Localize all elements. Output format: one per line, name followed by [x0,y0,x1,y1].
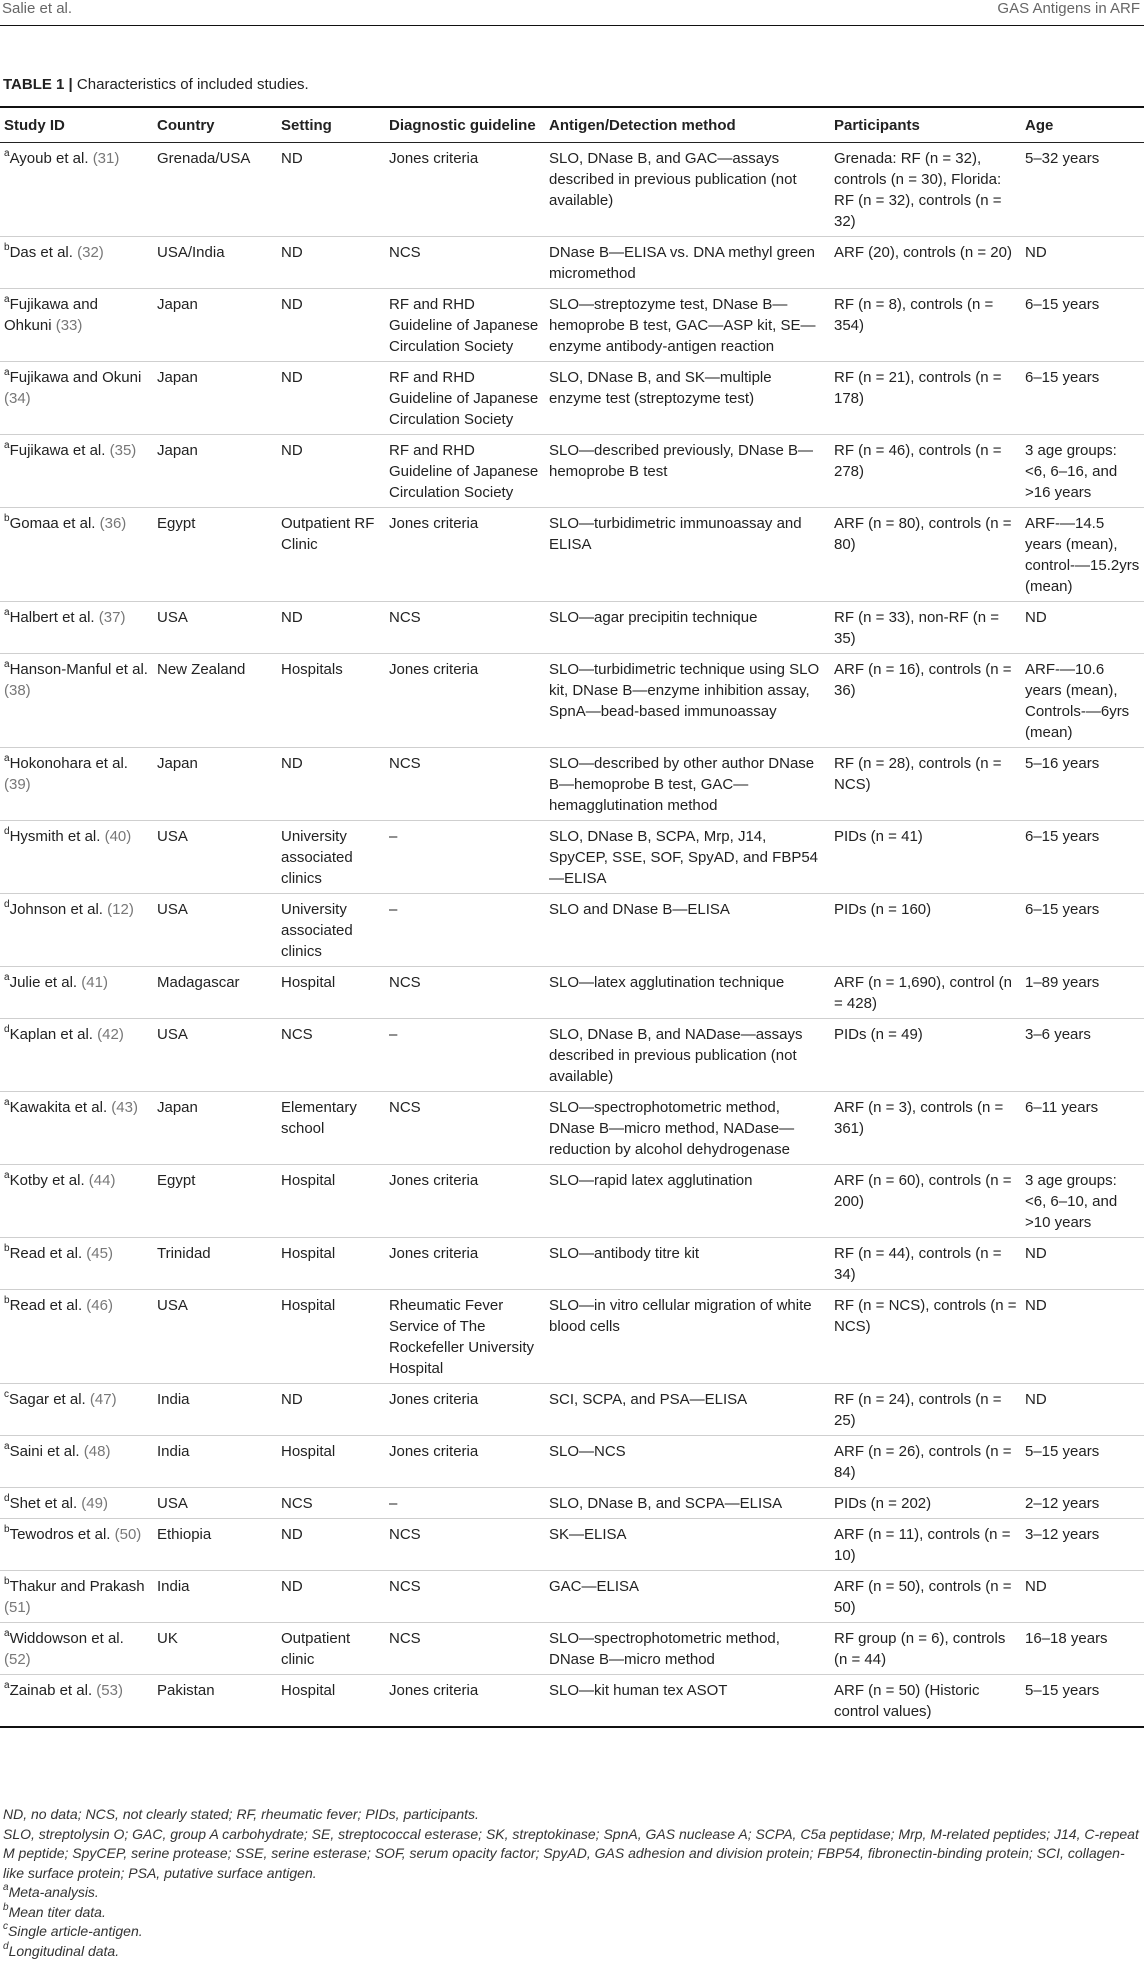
table-row [0,1384,1144,1436]
cell-age: ND [1021,1384,1144,1436]
cell-age: 3–6 years [1021,1019,1144,1092]
col-header-setting: Setting [277,108,385,143]
cell-age: ND [1021,602,1144,654]
cell-country: India [153,1571,277,1623]
cell-age: ND [1021,1238,1144,1290]
cell-guideline: Rheumatic Fever Service of The Rockefeller University Hospital [385,1290,545,1384]
cell-setting: ND [277,237,385,289]
cell-study-id [0,821,153,894]
footnote-d: $^d$Longitudinal data. [3,1940,120,1959]
table-row [0,821,1144,894]
cell-setting: ND [277,1384,385,1436]
cell-guideline: RF and RHD Guideline of Japanese Circulation Society [385,435,545,508]
cell-country: UK [153,1623,277,1675]
study-name: Das et al. [9,244,73,261]
cell-study-id [0,1238,153,1290]
cell-age: ND [1021,237,1144,289]
reference-link[interactable]: (49) [81,1495,108,1512]
cell-participants: RF (n = 24), controls (n = 25) [830,1384,1021,1436]
footnote-mark: a [4,1441,10,1452]
cell-guideline: NCS [385,1571,545,1623]
cell-participants: ARF (n = 50) (Historic control values) [830,1675,1021,1728]
cell-setting: ND [277,289,385,362]
cell-country: USA [153,821,277,894]
cell-age: 6–15 years [1021,894,1144,967]
cell-country: Japan [153,289,277,362]
cell-study-id [0,1519,153,1571]
cell-study-id [0,602,153,654]
cell-age: 3 age groups: <6, 6–10, and >10 years [1021,1165,1144,1238]
cell-country: Ethiopia [153,1519,277,1571]
reference-link[interactable]: (46) [86,1297,113,1314]
reference-link[interactable]: (31) [92,150,120,167]
table-row [0,1519,1144,1571]
cell-participants: RF (n = 33), non-RF (n = 35) [830,602,1021,654]
reference-link[interactable]: (47) [89,1391,117,1408]
cell-participants: RF (n = NCS), controls (n = NCS) [830,1290,1021,1384]
cell-participants: ARF (n = 50), controls (n = 50) [830,1571,1021,1623]
cell-guideline: Jones criteria [385,1436,545,1488]
reference-link[interactable]: (48) [83,1443,111,1460]
footnote-mark: b [4,513,10,524]
cell-country: India [153,1436,277,1488]
table-row [0,1571,1144,1623]
study-name: Fujikawa et al. [9,442,106,459]
cell-study-id [0,289,153,362]
cell-participants: RF (n = 21), controls (n = 178) [830,362,1021,435]
reference-link[interactable]: (53) [96,1682,123,1699]
cell-study-id [0,967,153,1019]
study-name: Zainab et al. [9,1682,93,1699]
col-header-country: Country [153,108,277,143]
note-abbreviations-2: SLO, streptolysin O; GAC, group A carbohydrate; SE, streptococcal esterase; SK, streptokinase; SpnA, GAS nuclease A; SCPA, C5a peptidase; Mrp, M-related peptides; J14, C-repeat M peptide; SpyCEP, serine protease; SSE, serine esterase; SOF, serum opacity factor; SpyAD, GAS adhesion and division protein; FBP54, fibronectin-binding protein; SCI, collagen-like surface protein; PSA, putative surface antigen. [3,1825,1139,1881]
cell-country: Japan [153,1092,277,1165]
cell-study-id [0,1384,153,1436]
reference-link[interactable]: (35) [109,442,137,459]
col-header-study-id: Study ID [0,108,153,143]
cell-country: Egypt [153,1165,277,1238]
footnote-mark: b [4,1295,10,1306]
cell-method: SLO—described by other author DNase B—hemoprobe B test, GAC— hemagglutination method [545,748,830,821]
cell-participants: PIDs (n = 202) [830,1488,1021,1519]
table-caption [3,76,309,93]
study-name: Sagar et al. [9,1391,86,1408]
reference-link[interactable]: (41) [81,974,108,991]
cell-method: SLO—turbidimetric immunoassay and ELISA [545,508,830,602]
cell-age: 5–15 years [1021,1436,1144,1488]
cell-guideline: – [385,1019,545,1092]
reference-link[interactable]: (40) [104,828,132,845]
cell-study-id [0,237,153,289]
reference-link[interactable]: (37) [98,609,126,626]
cell-age: ARF-—14.5 years (mean), control-—15.2yrs (mean) [1021,508,1144,602]
cell-method: SLO, DNase B, and GAC—assays described in previous publication (not available) [545,143,830,237]
study-name: Hanson-Manful et al. [9,661,148,678]
cell-country: Pakistan [153,1675,277,1728]
cell-method: SK—ELISA [545,1519,830,1571]
table-row [0,967,1144,1019]
footnote-mark: a [4,1097,10,1108]
reference-link[interactable]: (33) [55,317,83,334]
footnote-mark: b [4,1576,10,1587]
table-notes [3,1805,1139,1961]
study-name: Fujikawa and Ohkuni [4,296,98,334]
footnote-a: $^a$Meta-analysis. [3,1882,99,1900]
cell-participants: PIDs (n = 160) [830,894,1021,967]
cell-guideline: NCS [385,602,545,654]
cell-country: Japan [153,362,277,435]
reference-link[interactable]: (50) [114,1526,142,1543]
cell-participants: RF (n = 28), controls (n = NCS) [830,748,1021,821]
cell-country: USA/India [153,237,277,289]
cell-guideline: NCS [385,1519,545,1571]
cell-study-id [0,748,153,821]
cell-participants: ARF (n = 11), controls (n = 10) [830,1519,1021,1571]
table-row [0,435,1144,508]
cell-country: USA [153,1488,277,1519]
cell-participants: PIDs (n = 41) [830,821,1021,894]
cell-guideline: – [385,821,545,894]
table-row [0,1019,1144,1092]
cell-guideline: – [385,1488,545,1519]
table-row [0,654,1144,748]
cell-age: 3 age groups: <6, 6–16, and >16 years [1021,435,1144,508]
cell-age: 5–16 years [1021,748,1144,821]
cell-study-id [0,1623,153,1675]
cell-age: 3–12 years [1021,1519,1144,1571]
cell-method: SLO, DNase B, and NADase—assays described in previous publication (not available) [545,1019,830,1092]
cell-method: SLO—NCS [545,1436,830,1488]
cell-guideline: NCS [385,748,545,821]
footnote-mark: a [4,753,10,764]
cell-guideline: Jones criteria [385,1675,545,1728]
study-name: Julie et al. [9,974,78,991]
cell-method: SLO—in vitro cellular migration of white blood cells [545,1290,830,1384]
cell-country: USA [153,1290,277,1384]
cell-setting: NCS [277,1488,385,1519]
cell-participants: RF (n = 46), controls (n = 278) [830,435,1021,508]
cell-study-id [0,508,153,602]
study-name: Kotby et al. [9,1172,85,1189]
cell-study-id [0,1092,153,1165]
footnote-mark: a [4,440,10,451]
cell-method: SLO—latex agglutination technique [545,967,830,1019]
cell-method: GAC—ELISA [545,1571,830,1623]
cell-country: Egypt [153,508,277,602]
cell-setting: Hospitals [277,654,385,748]
cell-method: SCI, SCPA, and PSA—ELISA [545,1384,830,1436]
footnote-mark: a [4,1170,10,1181]
reference-link[interactable]: (39) [4,776,31,793]
cell-country: USA [153,602,277,654]
cell-guideline: Jones criteria [385,508,545,602]
cell-setting: Outpatient clinic [277,1623,385,1675]
table-label: TABLE 1 | [3,76,73,93]
cell-study-id [0,1488,153,1519]
cell-country: New Zealand [153,654,277,748]
cell-participants: PIDs (n = 49) [830,1019,1021,1092]
study-name: Kaplan et al. [9,1026,93,1043]
reference-link[interactable]: (42) [97,1026,124,1043]
study-name: Read et al. [9,1245,83,1262]
study-name: Fujikawa and Okuni [9,369,142,386]
running-head [0,0,1144,22]
study-name: Tewodros et al. [9,1526,111,1543]
journal-section-header: GAS Antigens in ARF [997,0,1140,17]
cell-guideline: Jones criteria [385,1238,545,1290]
cell-participants: RF group (n = 6), controls (n = 44) [830,1623,1021,1675]
table-row [0,289,1144,362]
cell-study-id [0,1436,153,1488]
table-row [0,602,1144,654]
table-row [0,1488,1144,1519]
cell-method: SLO—described previously, DNase B—hemoprobe B test [545,435,830,508]
cell-participants: ARF (n = 1,690), control (n = 428) [830,967,1021,1019]
cell-setting: ND [277,435,385,508]
cell-method: SLO and DNase B—ELISA [545,894,830,967]
cell-setting: ND [277,602,385,654]
cell-method: SLO—spectrophotometric method, DNase B—micro method, NADase—reduction by alcohol dehydrogenase [545,1092,830,1165]
cell-guideline: RF and RHD Guideline of Japanese Circulation Society [385,362,545,435]
studies-table [0,108,1144,1728]
table-body [0,143,1144,1728]
cell-age: 2–12 years [1021,1488,1144,1519]
cell-country: Trinidad [153,1238,277,1290]
footnote-mark: a [4,294,10,305]
cell-participants: ARF (n = 26), controls (n = 84) [830,1436,1021,1488]
cell-study-id [0,654,153,748]
table-row [0,237,1144,289]
cell-guideline: – [385,894,545,967]
cell-guideline: Jones criteria [385,654,545,748]
study-name: Widdowson et al. [9,1630,124,1647]
footnote-mark: a [4,367,10,378]
cell-guideline: Jones criteria [385,1384,545,1436]
cell-country: USA [153,1019,277,1092]
cell-age: ND [1021,1571,1144,1623]
cell-setting: Hospital [277,1290,385,1384]
cell-country: Japan [153,748,277,821]
table-title: Characteristics of included studies. [72,76,309,93]
cell-country: Madagascar [153,967,277,1019]
cell-age: 6–15 years [1021,821,1144,894]
reference-link[interactable]: (38) [4,682,31,699]
table-row [0,1290,1144,1384]
cell-study-id [0,435,153,508]
cell-method: SLO—spectrophotometric method, DNase B—micro method [545,1623,830,1675]
cell-setting: ND [277,1519,385,1571]
cell-participants: ARF (20), controls (n = 20) [830,237,1021,289]
cell-participants: ARF (n = 60), controls (n = 200) [830,1165,1021,1238]
cell-age: 1–89 years [1021,967,1144,1019]
cell-participants: ARF (n = 80), controls (n = 80) [830,508,1021,602]
cell-age: 5–32 years [1021,143,1144,237]
cell-method: DNase B—ELISA vs. DNA methyl green micromethod [545,237,830,289]
cell-guideline: NCS [385,1092,545,1165]
cell-participants: RF (n = 8), controls (n = 354) [830,289,1021,362]
table-row [0,1675,1144,1728]
reference-link[interactable]: (44) [88,1172,116,1189]
cell-setting: Hospital [277,1675,385,1728]
cell-setting: ND [277,1571,385,1623]
cell-study-id [0,894,153,967]
cell-study-id [0,143,153,237]
header-rule [0,25,1144,26]
cell-method: SLO, DNase B, and SCPA—ELISA [545,1488,830,1519]
reference-link[interactable]: (51) [4,1599,31,1616]
author-header: Salie et al. [2,0,73,17]
table-row [0,1238,1144,1290]
footnote-mark: b [4,242,10,253]
cell-guideline: NCS [385,237,545,289]
cell-setting: ND [277,748,385,821]
footnote-mark: d [4,826,10,837]
footnote-mark: d [4,1024,10,1035]
cell-participants: RF (n = 44), controls (n = 34) [830,1238,1021,1290]
reference-link[interactable]: (52) [4,1651,31,1668]
cell-study-id [0,1019,153,1092]
cell-setting: Hospital [277,1238,385,1290]
cell-study-id [0,362,153,435]
cell-method: SLO—rapid latex agglutination [545,1165,830,1238]
cell-guideline: NCS [385,967,545,1019]
footnote-mark: a [4,972,10,983]
cell-method: SLO, DNase B, SCPA, Mrp, J14, SpyCEP, SSE, SOF, SpyAD, and FBP54—ELISA [545,821,830,894]
reference-link[interactable]: (43) [111,1099,138,1116]
cell-study-id [0,1290,153,1384]
footnote-mark: c [4,1389,9,1400]
footnote-mark: b [4,1243,10,1254]
table-row [0,748,1144,821]
study-name: Halbert et al. [9,609,95,626]
reference-link[interactable]: (36) [99,515,127,532]
cell-age: 16–18 years [1021,1623,1144,1675]
table-row [0,143,1144,237]
study-name: Hysmith et al. [9,828,101,845]
cell-method: SLO—agar precipitin technique [545,602,830,654]
study-name: Ayoub et al. [9,150,89,167]
cell-method: SLO—kit human tex ASOT [545,1675,830,1728]
footnote-mark: b [4,1524,10,1535]
study-name: Hokonohara et al. [9,755,128,772]
footnote-c: $^c$Single article-antigen. [3,1921,143,1939]
footnote-b: $^b$Mean titer data. [3,1901,106,1920]
cell-method: SLO—turbidimetric technique using SLO kit, DNase B—enzyme inhibition assay, SpnA—bead-based immunoassay [545,654,830,748]
cell-age: ND [1021,1290,1144,1384]
cell-age: ARF-—10.6 years (mean), Controls-—6yrs (mean) [1021,654,1144,748]
table-row [0,894,1144,967]
study-name: Johnson et al. [9,901,103,918]
cell-setting: ND [277,362,385,435]
cell-participants: ARF (n = 16), controls (n = 36) [830,654,1021,748]
footnote-mark: a [4,1628,10,1639]
footnote-mark: d [4,1493,10,1504]
cell-country: USA [153,894,277,967]
footnote-mark: a [4,148,10,159]
cell-study-id [0,1571,153,1623]
table-header-row [0,108,1144,143]
table-row [0,1436,1144,1488]
cell-country: Japan [153,435,277,508]
cell-study-id [0,1165,153,1238]
cell-setting: University associated clinics [277,894,385,967]
cell-guideline: Jones criteria [385,1165,545,1238]
col-header-method: Antigen/Detection method [545,108,830,143]
cell-age: 6–15 years [1021,362,1144,435]
cell-participants: ARF (n = 3), controls (n = 361) [830,1092,1021,1165]
cell-setting: Hospital [277,1436,385,1488]
cell-method: SLO—antibody titre kit [545,1238,830,1290]
reference-link[interactable]: (34) [4,390,31,407]
reference-link[interactable]: (32) [77,244,104,261]
study-name: Shet et al. [9,1495,78,1512]
cell-method: SLO—streptozyme test, DNase B—hemoprobe B test, GAC—ASP kit, SE—enzyme antibody-antigen reaction [545,289,830,362]
table-row [0,1165,1144,1238]
cell-setting: Elementary school [277,1092,385,1165]
col-header-age: Age [1021,108,1144,143]
study-name: Saini et al. [9,1443,80,1460]
cell-setting: ND [277,143,385,237]
cell-setting: Hospital [277,967,385,1019]
cell-method: SLO, DNase B, and SK—multiple enzyme test (streptozyme test) [545,362,830,435]
study-name: Thakur and Prakash [9,1578,145,1595]
cell-setting: Hospital [277,1165,385,1238]
study-name: Gomaa et al. [9,515,96,532]
study-name: Kawakita et al. [9,1099,108,1116]
col-header-participants: Participants [830,108,1021,143]
cell-country: India [153,1384,277,1436]
reference-link[interactable]: (45) [86,1245,113,1262]
footnote-mark: a [4,607,10,618]
cell-setting: University associated clinics [277,821,385,894]
cell-setting: Outpatient RF Clinic [277,508,385,602]
footnote-mark: d [4,899,10,910]
cell-guideline: NCS [385,1623,545,1675]
cell-setting: NCS [277,1019,385,1092]
cell-age: 6–11 years [1021,1092,1144,1165]
cell-study-id [0,1675,153,1728]
cell-guideline: Jones criteria [385,143,545,237]
study-name: Read et al. [9,1297,83,1314]
col-header-guideline: Diagnostic guideline [385,108,545,143]
cell-participants: Grenada: RF (n = 32), controls (n = 30), Florida: RF (n = 32), controls (n = 32) [830,143,1021,237]
cell-country: Grenada/USA [153,143,277,237]
cell-age: 6–15 years [1021,289,1144,362]
cell-age: 5–15 years [1021,1675,1144,1728]
footnote-mark: a [4,1680,10,1691]
table-row [0,362,1144,435]
footnote-mark: a [4,659,10,670]
table-row [0,1623,1144,1675]
table-row [0,1092,1144,1165]
table-row [0,508,1144,602]
cell-guideline: RF and RHD Guideline of Japanese Circulation Society [385,289,545,362]
note-abbreviations-1: ND, no data; NCS, not clearly stated; RF, rheumatic fever; PIDs, participants. [3,1806,479,1822]
reference-link[interactable]: (12) [107,901,134,918]
